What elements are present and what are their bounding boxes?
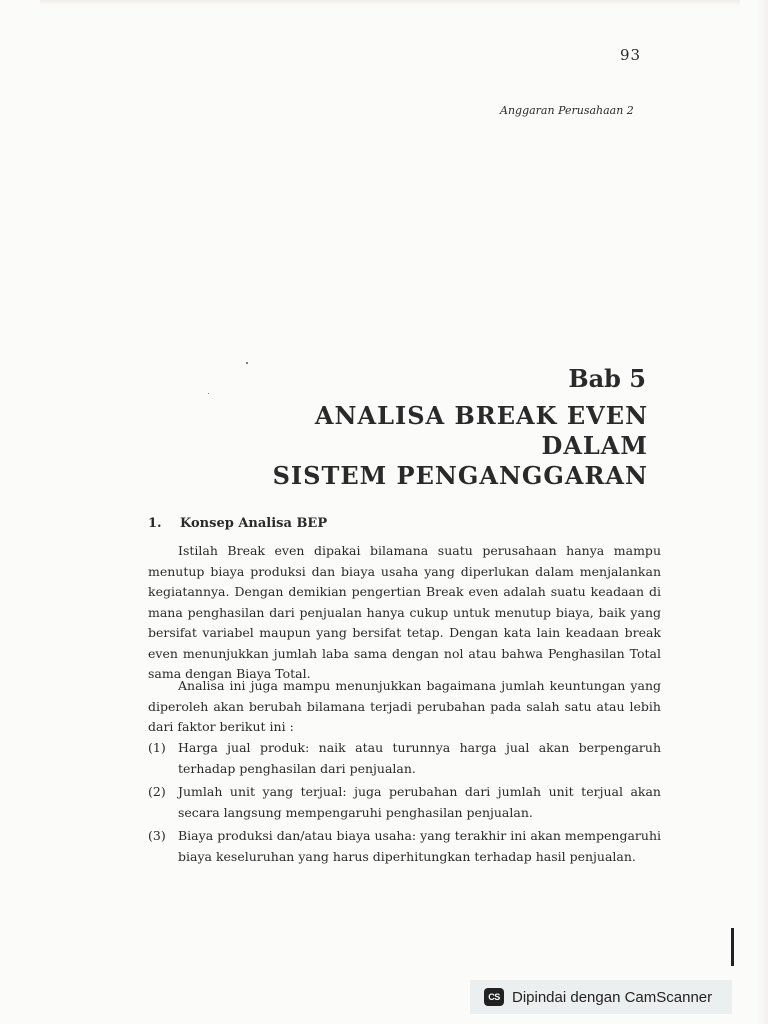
chapter-label: Bab 5: [568, 364, 646, 393]
scan-speck: [208, 393, 209, 394]
chapter-title-line: ANALISA BREAK EVEN: [314, 401, 648, 430]
paragraph: Analisa ini juga mampu menunjukkan bagaimana jumlah keuntungan yang diperoleh akan berubah bilamana terjadi perubahan pada salah satu atau lebih dari faktor berikut ini :: [148, 678, 661, 734]
scan-speck: [246, 362, 248, 364]
chapter-title: [228, 401, 648, 491]
list-marker: (3): [148, 828, 166, 843]
running-header: Anggaran Perusahaan 2: [500, 104, 634, 117]
section-number: 1.: [148, 516, 162, 531]
list-marker: (2): [148, 784, 166, 799]
scan-edge-top: [40, 0, 740, 6]
camscanner-logo-text: CS: [488, 992, 500, 1002]
list-item: [148, 826, 661, 867]
section-title: Konsep Analisa BEP: [180, 516, 328, 531]
list-item: [148, 782, 661, 823]
list-text: Biaya produksi dan/atau biaya usaha: yang terakhir ini akan mempengaruhi biaya keseluruhan yang harus diperhitungkan terhadap hasil penjualan.: [178, 828, 661, 864]
factor-list: [148, 738, 661, 870]
camscanner-logo-icon: [484, 988, 504, 1006]
page-number: 93: [620, 46, 642, 64]
chapter-title-line: SISTEM PENGANGGARAN: [272, 461, 648, 490]
list-text: Jumlah unit yang terjual: juga perubahan dari jumlah unit terjual akan secara langsung mempengaruhi penghasilan penjualan.: [178, 784, 661, 820]
list-text: Harga jual produk: naik atau turunnya harga jual akan berpengaruh terhadap penghasilan dari penjualan.: [178, 740, 661, 776]
list-item: [148, 738, 661, 779]
camscanner-watermark: [470, 980, 732, 1014]
list-marker: (1): [148, 740, 166, 755]
section-heading: [148, 516, 327, 531]
paragraph: Istilah Break even dipakai bilamana suatu perusahaan hanya mampu menutup biaya produksi dan biaya usaha yang diperlukan dalam menjalankan kegiatannya. Dengan demikian pengertian Break even adalah suatu keadaan di mana penghasilan dari penjualan hanya cukup untuk menutup biaya, baik yang bersifat variabel maupun yang bersifat tetap. Dengan kata lain keadaan break even menunjukkan jumlah laba sama dengan nol atau bahwa Penghasilan Total sama dengan Biaya Total.: [148, 543, 661, 681]
chapter-title-line: DALAM: [541, 431, 648, 460]
scan-margin-mark: [731, 928, 734, 966]
scan-edge-right: [758, 0, 768, 1024]
watermark-text: Dipindai dengan CamScanner: [512, 988, 713, 1006]
